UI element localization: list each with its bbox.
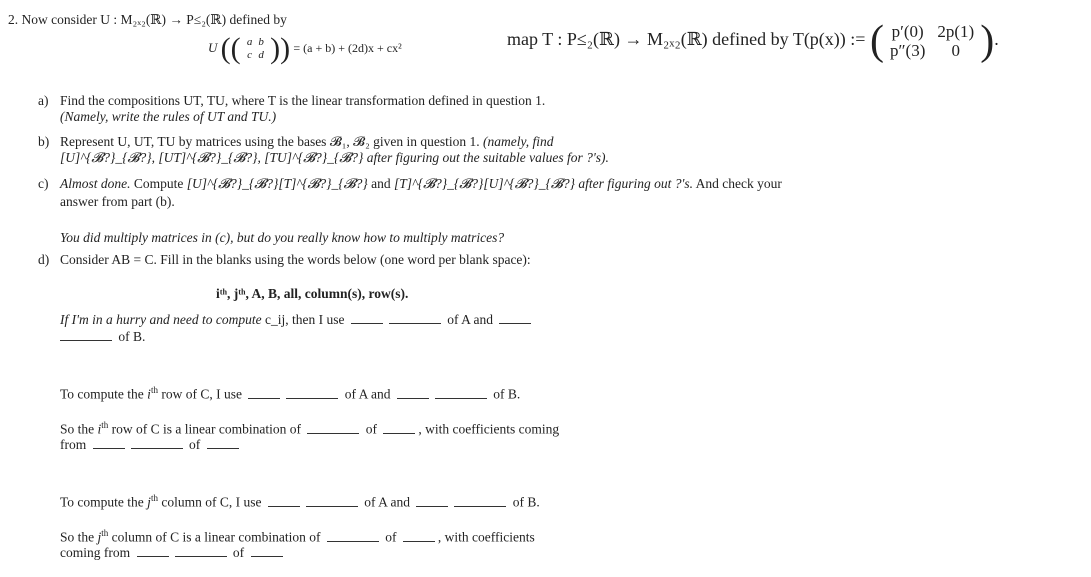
col-combo-line2-of: of	[232, 545, 245, 560]
col-combo-prefix: So the	[60, 529, 95, 545]
blank-field[interactable]	[327, 540, 379, 542]
part-c-expr2: [T]^{𝓑?}_{𝓑?}[U]^{𝓑?}_{𝓑?}	[393, 176, 575, 191]
u-func: U	[208, 39, 218, 55]
matrix-entry: p″(3)	[889, 41, 926, 60]
matrix-entry: 2p(1)	[937, 22, 975, 41]
row-compute-of-b: of B.	[493, 386, 521, 402]
t-map-definition	[507, 18, 999, 64]
blank-field[interactable]	[137, 555, 169, 557]
row-combo-line2-of: of	[189, 437, 201, 452]
part-b-line1-italic: (namely, find	[483, 134, 554, 149]
u-definition	[208, 34, 402, 64]
part-a	[38, 93, 545, 109]
paren-close: ))	[270, 32, 291, 65]
blank-field[interactable]	[60, 339, 112, 341]
matrix-entry: 0	[951, 41, 961, 60]
blank-field[interactable]	[383, 432, 415, 434]
blank-field[interactable]	[268, 505, 300, 507]
col-combo-sentence	[60, 528, 535, 546]
row-var: i	[97, 421, 102, 437]
row-compute-of-a: of A and	[344, 386, 391, 402]
paren-open: ((	[220, 32, 241, 65]
matrix-entry: d	[258, 49, 264, 61]
blank-field[interactable]	[93, 447, 125, 449]
part-b	[38, 134, 554, 150]
blank-field[interactable]	[403, 540, 435, 542]
col-var: j	[147, 494, 151, 510]
part-d-label: d)	[38, 252, 50, 267]
blank-field[interactable]	[131, 447, 183, 449]
part-d	[38, 252, 531, 268]
part-d-text: Consider AB = C. Fill in the blanks using the words below (one word per blank space):	[60, 252, 531, 267]
matrix-entry: b	[258, 36, 264, 48]
col-compute-sentence	[60, 493, 540, 511]
blank-field[interactable]	[286, 397, 338, 399]
part-c-compute: Compute	[133, 176, 184, 191]
col-combo-tail: , with coefficients	[437, 529, 535, 545]
col-compute-prefix: To compute the	[60, 494, 144, 510]
blank-field[interactable]	[248, 397, 280, 399]
row-combo-mid: row of C is a linear combination of	[111, 421, 302, 437]
part-a-label: a)	[38, 93, 49, 108]
col-compute-of-a: of A and	[364, 494, 410, 510]
part-c-label: c)	[38, 176, 49, 191]
blank-field[interactable]	[435, 397, 487, 399]
part-b-label: b)	[38, 134, 50, 149]
matrix-entry: p′(0)	[891, 22, 924, 41]
row-combo-prefix: So the	[60, 421, 95, 437]
part-a-line1: Find the compositions UT, TU, where T is the linear transformation defined in question 1.	[60, 93, 546, 108]
row-combo-sentence	[60, 420, 559, 438]
col-combo-from: coming from	[60, 545, 131, 560]
paren-open: (	[869, 18, 884, 64]
part-b-line2	[60, 150, 609, 166]
col-sup: th	[101, 528, 109, 538]
t-output-matrix	[884, 22, 980, 60]
blank-field[interactable]	[307, 432, 359, 434]
t-map-prefix: map T : P≤₂(ℝ) → M₂ₓ₂(ℝ) defined by T(p(x)) :=	[507, 29, 866, 50]
part-b-line1: Represent U, UT, TU by matrices using the bases 𝓑₁, 𝓑₂ given in question 1.	[60, 134, 480, 149]
row-combo-line2	[60, 437, 242, 453]
hurry-italic: If I'm in a hurry and need to compute	[60, 312, 262, 327]
matrix-entry: c	[247, 49, 253, 61]
blank-field[interactable]	[416, 505, 448, 507]
col-compute-of-b: of B.	[512, 494, 540, 510]
part-b-matrix-notation: [U]^{𝓑?}_{𝓑?}, [UT]^{𝓑?}_{𝓑?}, [TU]^{𝓑?}_{𝓑?}	[60, 150, 364, 165]
word-bank-text: iᵗʰ, jᵗʰ, A, B, all, column(s), row(s).	[216, 286, 409, 301]
row-compute-mid: row of C, I use	[161, 386, 242, 402]
row-combo-tail: , with coefficients coming	[418, 421, 560, 437]
t-map-suffix: .	[994, 29, 999, 50]
part-c-and: and	[371, 176, 391, 191]
blank-field[interactable]	[397, 397, 429, 399]
u-input-matrix	[244, 36, 267, 62]
row-combo-from: from	[60, 437, 87, 452]
part-c-lead: Almost done.	[60, 176, 131, 191]
blank-field[interactable]	[389, 322, 441, 324]
col-combo-of: of	[385, 529, 397, 545]
col-compute-mid: column of C, I use	[161, 494, 262, 510]
blank-field[interactable]	[251, 555, 283, 557]
paren-close: )	[980, 18, 995, 64]
blank-field[interactable]	[175, 555, 227, 557]
part-c-tail-italic: after figuring out ?'s.	[578, 176, 693, 191]
u-rhs: = (a + b) + (2d)x + cx²	[293, 40, 402, 55]
hurry-mid: c_ij, then I use	[264, 312, 345, 327]
row-var: i	[147, 386, 151, 402]
row-combo-of: of	[365, 421, 378, 437]
hurry-of-a: of A and	[447, 312, 493, 327]
part-c-expr1: [U]^{𝓑?}_{𝓑?}[T]^{𝓑?}_{𝓑?}	[186, 176, 368, 191]
transition-text: You did multiply matrices in (c), but do you really know how to multiply matrices?	[60, 230, 505, 245]
problem-number: 2.	[8, 12, 19, 27]
problem-intro-text: Now consider U : M₂ₓ₂(ℝ) → P≤₂(ℝ) defined by	[21, 12, 287, 27]
hurry-line2	[60, 329, 145, 345]
hurry-tail: of B.	[118, 329, 146, 344]
matrix-entry: a	[246, 36, 253, 48]
blank-field[interactable]	[351, 322, 383, 324]
col-sup: th	[150, 493, 158, 503]
part-c	[38, 176, 782, 192]
blank-field[interactable]	[306, 505, 358, 507]
blank-field[interactable]	[207, 447, 239, 449]
problem-intro	[8, 12, 287, 28]
hurry-sentence	[60, 312, 534, 328]
blank-field[interactable]	[454, 505, 506, 507]
col-combo-line2	[60, 545, 286, 561]
part-c-tail: And check your	[695, 176, 782, 191]
part-a-line2: (Namely, write the rules of UT and TU.)	[60, 109, 277, 124]
col-combo-mid: column of C is a linear combination of	[111, 529, 321, 545]
part-b-line2-italic: after figuring out the suitable values for ?'s).	[366, 150, 609, 165]
col-var: j	[97, 529, 102, 545]
blank-field[interactable]	[499, 322, 531, 324]
row-sup: th	[101, 420, 109, 430]
row-sup: th	[150, 385, 158, 395]
part-c-line2: answer from part (b).	[60, 194, 175, 209]
row-compute-sentence	[60, 385, 520, 403]
row-compute-prefix: To compute the	[60, 386, 144, 402]
word-bank	[216, 286, 408, 302]
